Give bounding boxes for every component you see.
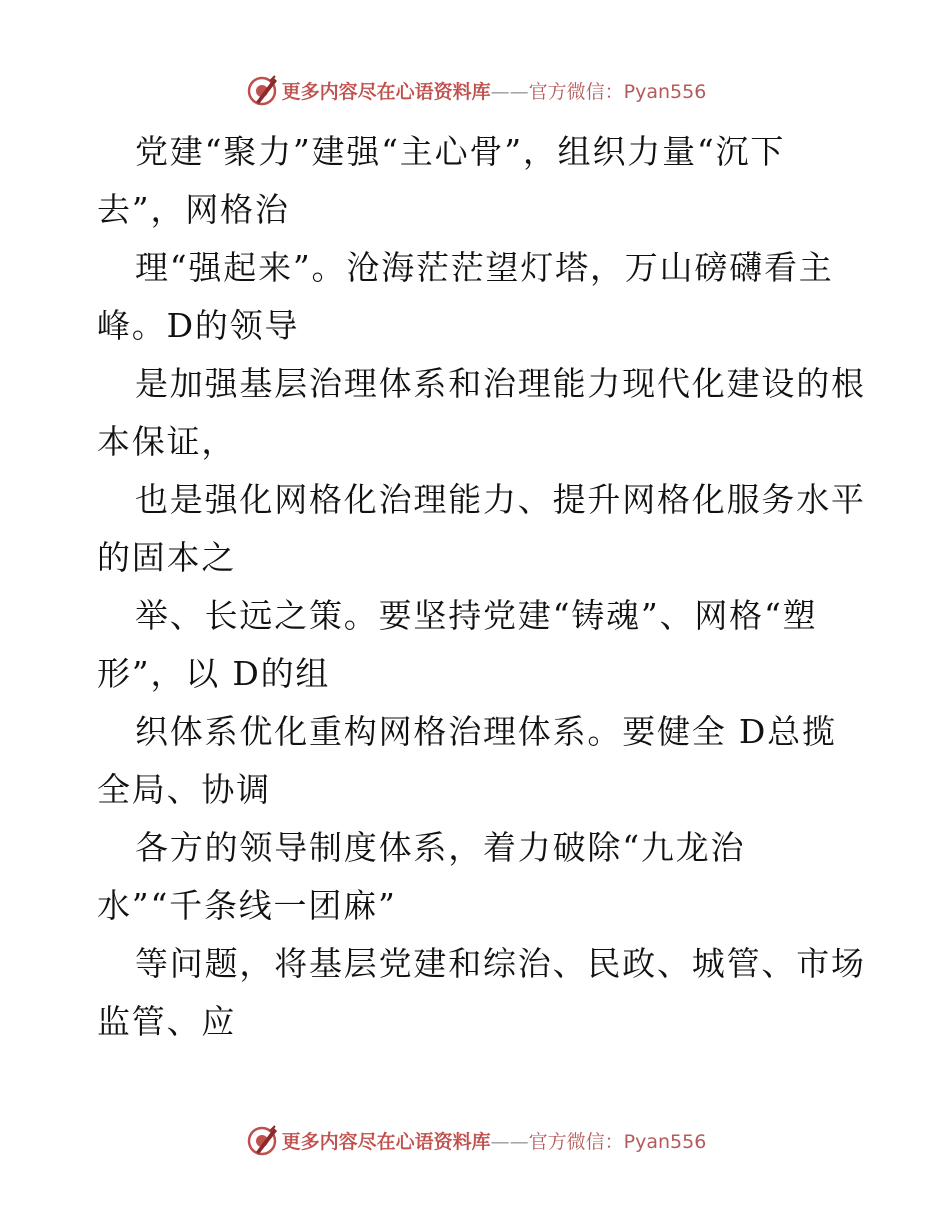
text-line: 水”“千条线一团麻” bbox=[97, 886, 397, 925]
text-line: 本保证， bbox=[97, 422, 237, 461]
text-line: 去”，网格治 bbox=[97, 190, 290, 229]
text-line: 形”，以 D的组 bbox=[97, 654, 331, 693]
text-line: 各方的领导制度体系，着力破除“九龙治 bbox=[135, 828, 746, 867]
footer-banner bbox=[0, 1120, 950, 1160]
text-line: 监管、应 bbox=[97, 1002, 237, 1041]
banner-text: 更多内容尽在心语资料库——官方微信：Pyan556 bbox=[281, 80, 707, 103]
text-line: 织体系优化重构网格治理体系。要健全 D总揽 bbox=[135, 712, 837, 751]
text-line: 等问题，将基层党建和综治、民政、城管、市场 bbox=[135, 944, 866, 983]
text-line: 是加强基层治理体系和治理能力现代化建设的根 bbox=[135, 364, 866, 403]
text-line: 举、长远之策。要坚持党建“铸魂”、网格“塑 bbox=[135, 596, 818, 635]
text-line: 峰。D的领导 bbox=[97, 306, 300, 345]
quill-pen-logo-icon bbox=[244, 1122, 280, 1158]
header-banner bbox=[0, 70, 950, 110]
text-line: 党建“聚力”建强“主心骨”，组织力量“沉下 bbox=[135, 132, 786, 171]
text-line: 的固本之 bbox=[97, 538, 237, 577]
document-body bbox=[97, 123, 866, 1051]
text-line: 也是强化网格化治理能力、提升网格化服务水平 bbox=[135, 480, 866, 519]
text-line: 全局、协调 bbox=[97, 770, 271, 809]
text-line: 理“强起来”。沧海茫茫望灯塔，万山磅礴看主 bbox=[135, 248, 834, 287]
quill-pen-logo-icon bbox=[244, 72, 280, 108]
banner-text: 更多内容尽在心语资料库——官方微信：Pyan556 bbox=[281, 1130, 707, 1153]
